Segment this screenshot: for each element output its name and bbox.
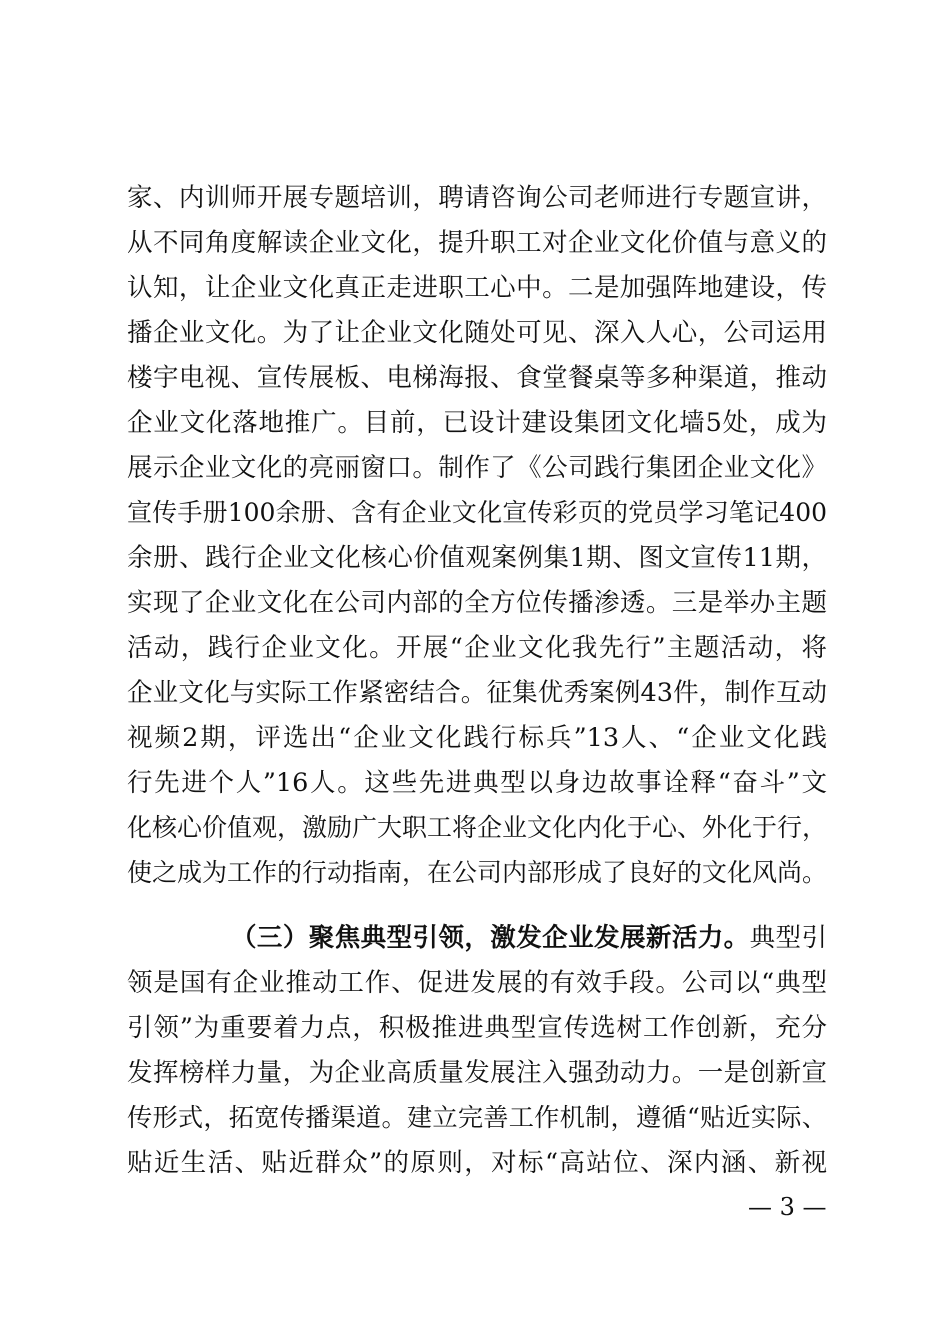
text-line: 余册、践行企业文化核心价值观案例集1期、图文宣传11期， xyxy=(127,543,827,573)
text-line: 行先进个人”16人。这些先进典型以身边故事诠释“奋斗”文 xyxy=(127,768,827,798)
text-line: 企业文化落地推广。目前，已设计建设集团文化墙5处，成为 xyxy=(127,408,827,438)
page-number: — 3 — xyxy=(748,1193,827,1221)
text-line: 家、内训师开展专题培训，聘请咨询公司老师进行专题宣讲， xyxy=(127,183,827,213)
text-line: 认知，让企业文化真正走进职工心中。二是加强阵地建设，传 xyxy=(127,273,827,303)
text-run: 典型引 xyxy=(749,923,827,953)
text-line: 化核心价值观，激励广大职工将企业文化内化于心、外化于行， xyxy=(127,813,828,842)
text-line: 贴近生活、贴近群众”的原则，对标“高站位、深内涵、新视 xyxy=(127,1148,827,1178)
text-line: 引领”为重要着力点，积极推进典型宣传选树工作创新，充分 xyxy=(127,1013,827,1043)
text-line: 展示企业文化的亮丽窗口。制作了《公司践行集团企业文化》 xyxy=(127,453,827,483)
paragraph-first-line xyxy=(231,915,827,961)
text-line: 实现了企业文化在公司内部的全方位传播渗透。三是举办主题 xyxy=(127,588,827,618)
text-line: 领是国有企业推动工作、促进发展的有效手段。公司以“典型 xyxy=(127,968,827,998)
section-heading: （三）聚焦典型引领，激发企业发展新活力。 xyxy=(231,923,750,953)
text-line: 楼宇电视、宣传展板、电梯海报、食堂餐桌等多种渠道，推动 xyxy=(127,363,827,393)
text-line: 宣传手册100余册、含有企业文化宣传彩页的党员学习笔记400 xyxy=(127,498,827,527)
text-line: 发挥榜样力量，为企业高质量发展注入强劲动力。一是创新宣 xyxy=(127,1058,827,1088)
text-line: 企业文化与实际工作紧密结合。征集优秀案例43件，制作互动 xyxy=(127,678,827,708)
text-line: 视频2期，评选出“企业文化践行标兵”13人、“企业文化践 xyxy=(127,723,827,753)
text-line: 使之成为工作的行动指南，在公司内部形成了良好的文化风尚。 xyxy=(127,858,828,887)
text-line: 从不同角度解读企业文化，提升职工对企业文化价值与意义的 xyxy=(127,228,827,258)
text-line: 活动，践行企业文化。开展“企业文化我先行”主题活动，将 xyxy=(127,633,827,663)
text-line: 传形式，拓宽传播渠道。建立完善工作机制，遵循“贴近实际、 xyxy=(127,1103,827,1132)
text-line: 播企业文化。为了让企业文化随处可见、深入人心，公司运用 xyxy=(127,318,827,348)
